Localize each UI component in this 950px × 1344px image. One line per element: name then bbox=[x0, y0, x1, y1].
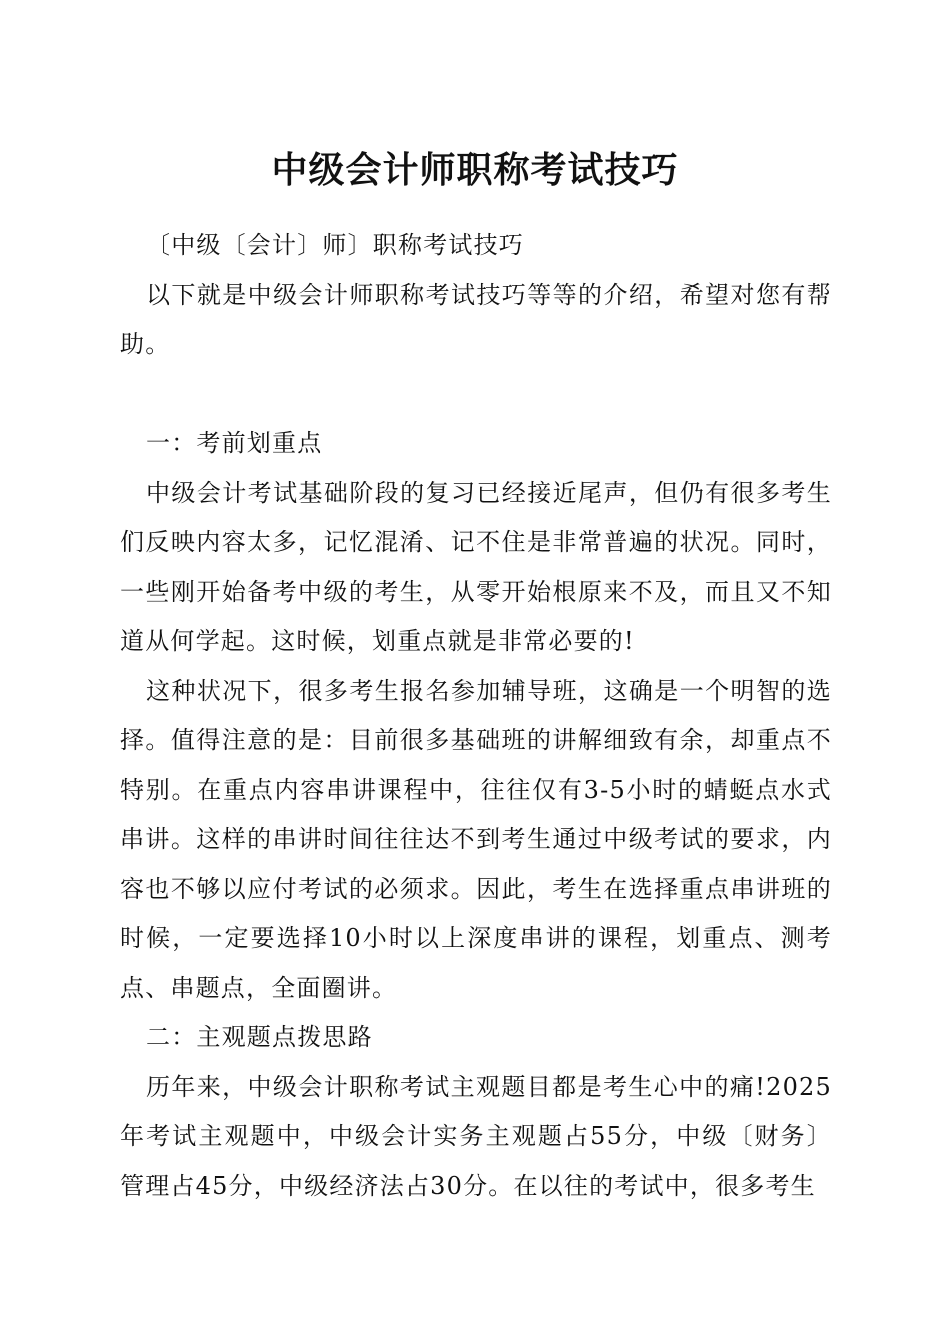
intro-subtitle: 〔中级〔会计〕师〕职称考试技巧 bbox=[146, 231, 524, 259]
content-block bbox=[120, 419, 832, 1211]
section-1-paragraph-2: 这种状况下，很多考生报名参加辅导班，这确是一个明智的选择。值得注意的是：目前很多基础班的讲解细致有余，却重点不特别。在重点内容串讲课程中，往往仅有3-5小时的蜻蜓点水式串讲。这样的串讲时间往往达不到考生通过中级考试的要求，内容也不够以应付考试的必须求。因此，考生在选择重点串讲班的时候，一定要选择10小时以上深度串讲的课程，划重点、测考点、串题点，全面圈讲。 bbox=[120, 676, 832, 1002]
section-heading-1: 一：考前划重点 bbox=[146, 429, 323, 457]
document-title: 中级会计师职称考试技巧 bbox=[271, 149, 679, 191]
section-heading-2: 二：主观题点拨思路 bbox=[146, 1023, 373, 1051]
intro-block bbox=[120, 221, 832, 370]
section-1-paragraph-1: 中级会计考试基础阶段的复习已经接近尾声，但仍有很多考生们反映内容太多，记忆混淆、记不住是非常普遍的状况。同时，一些刚开始备考中级的考生，从零开始根原来不及，而且又不知道从何学起。这时候，划重点就是非常必要的! bbox=[120, 478, 832, 655]
section-2-paragraph-1: 历年来，中级会计职称考试主观题目都是考生心中的痛!2025年考试主观题中，中级会计实务主观题占55分，中级〔财务〕管理占45分，中级经济法占30分。在以往的考试中，很多考生 bbox=[120, 1072, 832, 1200]
intro-paragraph: 以下就是中级会计师职称考试技巧等等的介绍，希望对您有帮助。 bbox=[120, 280, 832, 358]
